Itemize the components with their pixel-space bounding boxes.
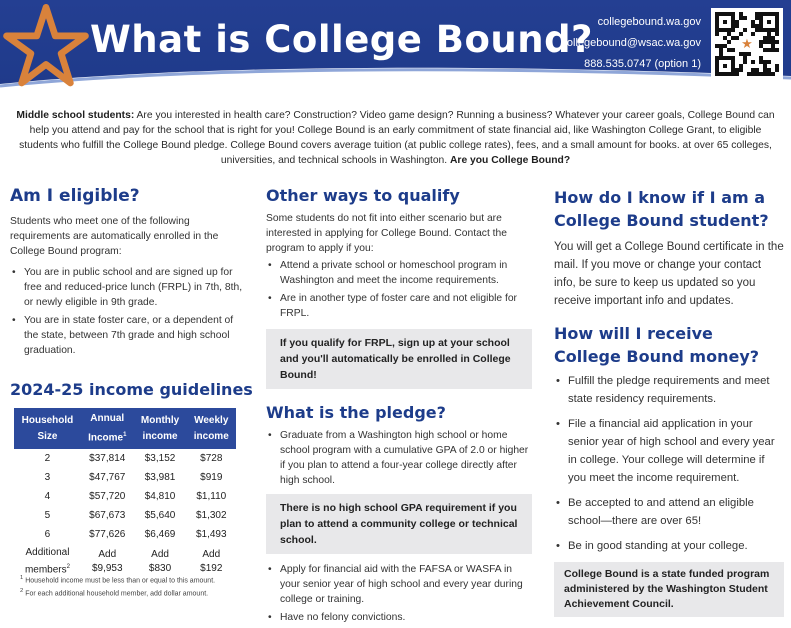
- gpa-callout: There is no high school GPA requirement if you plan to attend a community college or technical school.: [266, 494, 532, 554]
- add-label: Add: [98, 548, 117, 560]
- list-item: • Be accepted to and attend an eligible school—there are over 65!: [554, 494, 784, 530]
- other-ways-section: [266, 186, 532, 628]
- contact-info: [561, 12, 701, 75]
- list-item: • Be in good standing at your college.: [554, 537, 784, 555]
- footnote-2: $^2$ For each additional household member, add dollar amount.: [20, 588, 209, 598]
- cell-additional-label: Additional members$^2$: [24, 547, 70, 576]
- table-footnotes: [20, 573, 260, 600]
- frpl-callout: If you qualify for FRPL, sign up at your school and you'll automatically be enrolled in College Bound!: [266, 329, 532, 389]
- cell-weekly: $1,110: [196, 491, 227, 503]
- intro-closing: Are you College Bound?: [450, 155, 571, 166]
- cell-size: 5: [44, 510, 51, 522]
- eligibility-text: Students who meet one of the following requirements are automatically enrolled in the College Bound program:: [10, 216, 219, 257]
- header-banner: [0, 0, 791, 90]
- know-heading: How do I know if I am a College Bound student?: [554, 188, 769, 230]
- email-link[interactable]: collegebound@wsac.wa.gov: [561, 37, 701, 49]
- list-item: • Graduate from a Washington high school or home school program with a cumulative GPA of 2.0 or higher if you plan to attend a four-year college directly after high school.: [266, 428, 532, 488]
- list-item: • File a financial aid application in your senior year of high school and every year in college. Your college will determine if you meet the income requirement.: [554, 415, 784, 487]
- other-ways-list: [266, 258, 532, 321]
- cell-monthly: $3,981: [144, 472, 176, 484]
- list-item: • Attend a private school or homeschool program in Washington and meet the income requirements.: [266, 258, 532, 288]
- table-row: [14, 487, 236, 506]
- eligibility-heading: Am I eligible?: [10, 186, 140, 206]
- header-monthly-income: Monthly income: [134, 408, 187, 449]
- cell-annual: $67,673: [89, 510, 126, 522]
- money-list: [554, 372, 784, 555]
- add-label: Add: [202, 548, 221, 560]
- list-item: • You are in public school and are signed up for free and reduced-price lunch (FRPL) in 7th, 8th, or newly eligible in 9th grade.: [10, 265, 246, 310]
- additional-weekly-value: $192: [200, 562, 223, 574]
- page-title: What is College Bound?: [90, 18, 594, 61]
- intro-body: Are you interested in health care? Construction? Video game design? Running a business? Whatever your career goals, College Bound can help you attend and pay for the school that is right for you! College Bound is an early commitment of state financial aid, like Washington College Grant, to eligible students who fulfill the College Bound pledge. College Bound covers average tuition (at public college rates), fees, and a small amount for books. at over 65 colleges, universities, and technical schools in Washington.: [19, 110, 775, 166]
- cell-size: 4: [44, 491, 51, 503]
- additional-annual-value: $9,953: [91, 562, 123, 574]
- eligibility-list: [10, 265, 246, 358]
- header-annual-income: Annual Income$^1$: [81, 408, 134, 449]
- footnote-1-text: Household income must be less than or equal to this amount.: [25, 577, 216, 585]
- how-section: [554, 186, 784, 617]
- money-heading: How will I receive College Bound money?: [554, 324, 760, 366]
- header-weekly-income: Weekly income: [187, 408, 236, 449]
- website-link[interactable]: collegebound.wa.gov: [597, 16, 701, 28]
- intro-paragraph: [14, 108, 777, 168]
- table-row: [14, 525, 236, 544]
- cell-monthly: $6,469: [144, 529, 176, 541]
- pledge-list-bottom: [266, 562, 532, 625]
- qr-code[interactable]: [711, 8, 783, 80]
- eligibility-section: [10, 186, 246, 361]
- intro-lead: Middle school students:: [16, 110, 135, 121]
- table-row: [14, 468, 236, 487]
- cell-annual: $77,626: [89, 529, 126, 541]
- cell-annual: $47,767: [89, 472, 126, 484]
- other-ways-heading: Other ways to qualify: [266, 186, 460, 205]
- star-icon: [4, 4, 88, 88]
- cell-weekly: $1,302: [195, 510, 227, 522]
- list-item: • You are in state foster care, or a dependent of the state, between 7th grade and high school graduation.: [10, 313, 246, 358]
- footnote-2-text: For each additional household member, add dollar amount.: [25, 590, 209, 598]
- cell-weekly: $1,493: [195, 529, 227, 541]
- cell-size: 2: [44, 453, 51, 465]
- list-item: • Have no felony convictions.: [266, 610, 532, 625]
- header-annual-income-label: Annual Income: [88, 413, 125, 444]
- cell-monthly: $3,152: [144, 453, 176, 465]
- list-item: • Apply for financial aid with the FAFSA or WASFA in your senior year of high school and every year during college or training.: [266, 562, 532, 607]
- state-funded-callout: College Bound is a state funded program administered by the Washington Student Achievement Council.: [554, 562, 784, 617]
- cell-size: 6: [44, 529, 51, 541]
- list-item: • Are in another type of foster care and not eligible for FRPL.: [266, 291, 532, 321]
- cell-annual: $57,720: [89, 491, 126, 503]
- cell-weekly: $919: [200, 472, 223, 484]
- know-text: You will get a College Bound certificate in the mail. If you move or change your contact info, be sure to keep us updated so you receive important info and updates.: [554, 241, 784, 307]
- add-label: Add: [151, 548, 169, 560]
- income-table: [14, 408, 236, 579]
- list-item: • Fulfill the pledge requirements and meet state residency requirements.: [554, 372, 784, 408]
- table-row: [14, 449, 236, 468]
- cell-monthly: $5,640: [144, 510, 176, 522]
- cell-monthly: $4,810: [144, 491, 176, 503]
- phone-number: 888.535.0747 (option 1): [584, 58, 701, 70]
- footnote-1: $^1$ Household income must be less than or equal to this amount.: [20, 575, 216, 585]
- other-ways-text: Some students do not fit into either scenario but are interested in applying for College Bound. Contact the program to apply if you:: [266, 213, 507, 254]
- cell-annual: $37,814: [89, 453, 126, 465]
- income-heading: 2024-25 income guidelines: [10, 380, 253, 399]
- additional-members-label: Additional members: [24, 547, 70, 576]
- qr-star-icon: ★: [739, 36, 755, 52]
- pledge-list-top: [266, 428, 532, 488]
- pledge-heading: What is the pledge?: [266, 403, 446, 422]
- table-row: [14, 506, 236, 525]
- header-household-size: Household Size: [14, 408, 81, 449]
- additional-monthly-value: $830: [148, 562, 172, 574]
- cell-size: 3: [44, 472, 51, 484]
- cell-weekly: $728: [200, 453, 223, 465]
- table-header-row: [14, 408, 236, 449]
